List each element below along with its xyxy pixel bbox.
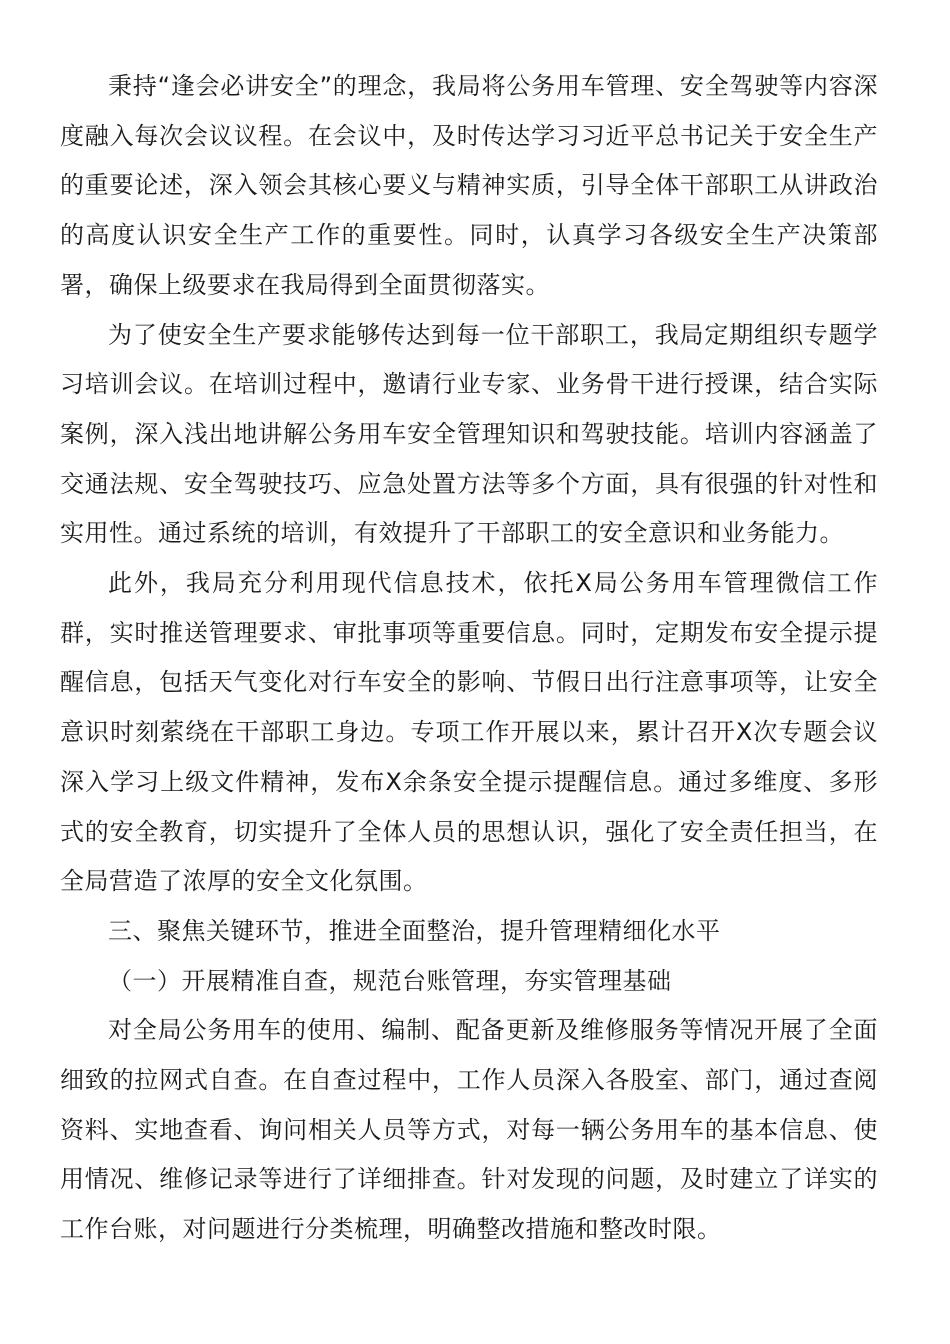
- paragraph-self-inspection: 对全局公务用车的使用、编制、配备更新及维修服务等情况开展了全面细致的拉网式自查。在自查过程中，工作人员深入各股室、部门，通过查阅资料、实地查看、询问相关人员等方式，对每一辆公务用车的基本信息、使用情况、维修记录等进行了详细排查。针对发现的问题，及时建立了详实的工作台账，对问题进行分类梳理，明确整改措施和整改时限。: [60, 1016, 878, 1244]
- paragraph-training: 为了使安全生产要求能够传达到每一位干部职工，我局定期组织专题学习培训会议。在培训过程中，邀请行业专家、业务骨干进行授课，结合实际案例，深入浅出地讲解公务用车安全管理知识和驾驶技能。培训内容涵盖了交通法规、安全驾驶技巧、应急处置方法等多个方面，具有很强的针对性和实用性。通过系统的培训，有效提升了干部职工的安全意识和业务能力。: [60, 320, 878, 548]
- section-heading-3: 三、聚焦关键环节，推进全面整治，提升管理精细化水平: [108, 916, 721, 945]
- document-page: [60, 62, 878, 1255]
- paragraph-information-tech: 此外，我局充分利用现代信息技术，依托X局公务用车管理微信工作群，实时推送管理要求、审批事项等重要信息。同时，定期发布安全提示提醒信息，包括天气变化对行车安全的影响、节假日出行注意事项等，让安全意识时刻萦绕在干部职工身边。专项工作开展以来，累计召开X次专题会议深入学习上级文件精神，发布X余条安全提示提醒信息。通过多维度、多形式的安全教育，切实提升了全体人员的思想认识，强化了安全责任担当，在全局营造了浓厚的安全文化氛围。: [60, 569, 878, 896]
- paragraph-meeting-safety: 秉持“逢会必讲安全”的理念，我局将公务用车管理、安全驾驶等内容深度融入每次会议议程。在会议中，及时传达学习习近平总书记关于安全生产的重要论述，深入领会其核心要义与精神实质，引导全体干部职工从讲政治的高度认识安全生产工作的重要性。同时，认真学习各级安全生产决策部署，确保上级要求在我局得到全面贯彻落实。: [60, 72, 878, 299]
- subsection-heading-1: （一）开展精准自查，规范台账管理，夯实管理基础: [108, 966, 672, 995]
